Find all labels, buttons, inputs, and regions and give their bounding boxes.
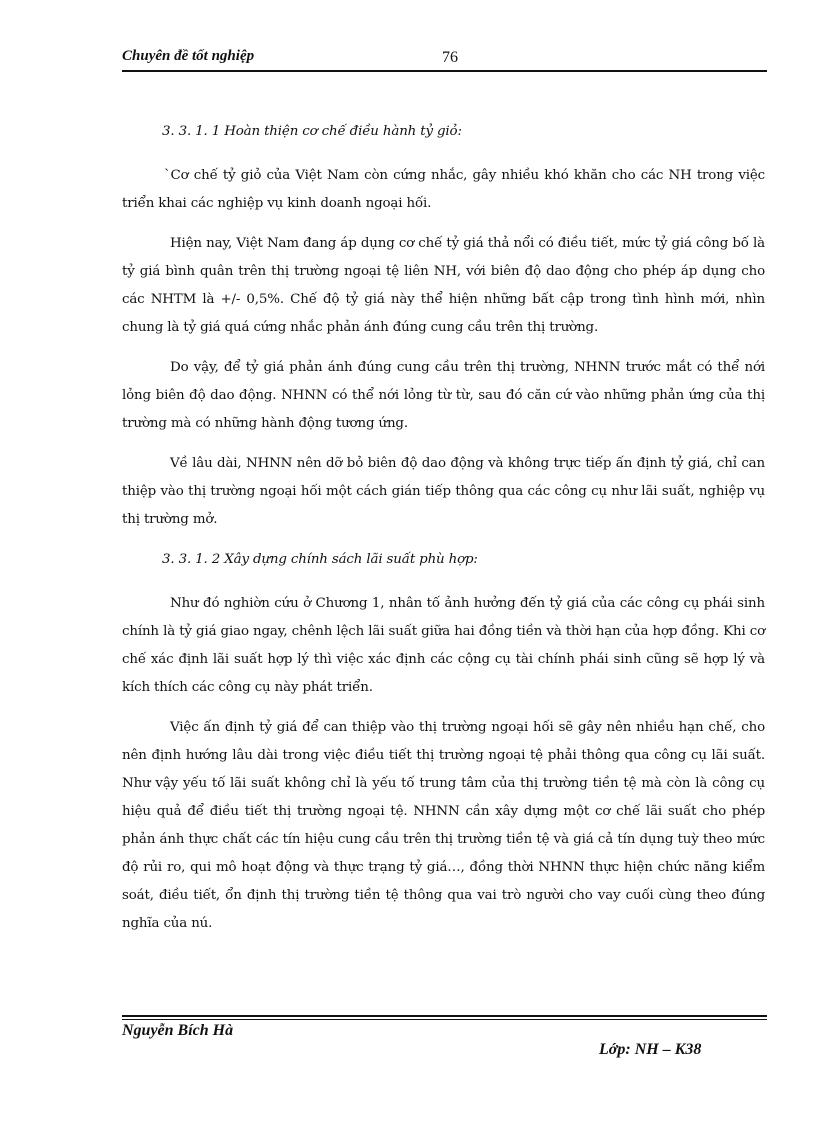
section-heading-3-3-1-2: 3. 3. 1. 2 Xây dựng chính sách lãi suất phù hợp: [162,552,478,567]
header-title: Chuyên đề tốt nghiệp [122,48,255,64]
footer-class: Lớp: NH – K38 [599,1041,702,1058]
paragraph: Do vậy, để tỷ giá phản ánh đúng cung cầu trên thị trường, NHNN trước mắt có thể nới lỏng biên độ dao động. NHNN có thể nới lỏng từ từ, sau đó căn cứ vào những phản ứng của thị trường mà có những hành động tương ứng. [122,360,765,431]
footer-divider-thick [122,1015,767,1017]
footer-author: Nguyễn Bích Hà [122,1022,234,1039]
section-heading-3-3-1-1: 3. 3. 1. 1 Hoàn thiện cơ chế điều hành tỷ giỏ: [162,124,462,139]
paragraph: `Cơ chế tỷ giỏ của Việt Nam còn cứng nhắc, gây nhiều khó khăn cho các NH trong việc triển khai các nghiệp vụ kinh doanh ngoại hối. [122,168,765,211]
document-body [122,118,765,950]
footer-divider-thin [122,1019,767,1020]
paragraph: Về lâu dài, NHNN nên dỡ bỏ biên độ dao động và không trực tiếp ấn định tỷ giá, chỉ can thiệp vào thị trường ngoại hối một cách gián tiếp thông qua các công cụ như lãi suất, nghiệp vụ thị trường mở. [122,456,765,527]
page-number: 76 [442,49,458,66]
page-header [122,48,767,72]
header-divider [122,70,767,72]
paragraph: Như đó nghiờn cứu ở Chương 1, nhân tố ảnh hưởng đến tỷ giá của các công cụ phái sinh chính là tỷ giá giao ngay, chênh lệch lãi suất giữa hai đồng tiền và thời hạn của hợp đồng. Khi cơ chế xác định lãi suất hợp lý thì việc xác định các cộng cụ tài chính phái sinh cũng sẽ hợp lý và kích thích các công cụ này phát triển. [122,596,765,695]
paragraph: Việc ấn định tỷ giá để can thiệp vào thị trường ngoại hối sẽ gây nên nhiều hạn chế, cho nên định hướng lâu dài trong việc điều tiết thị trường ngoại tệ phải thông qua công cụ lãi suất. Như vậy yếu tố lãi suất không chỉ là yếu tố trung tâm của thị trường tiền tệ mà còn là công cụ hiệu quả để điều tiết thị trường ngoại tệ. NHNN cần xây dựng một cơ chế lãi suất cho phép phản ánh thực chất các tín hiệu cung cầu trên thị trường tiền tệ và giá cả tín dụng tuỳ theo mức độ rủi ro, qui mô hoạt động và thực trạng tỷ giá…, đồng thời NHNN thực hiện chức năng kiểm soát, điều tiết, ổn định thị trường tiền tệ thông qua vai trò người cho vay cuối cùng theo đúng nghĩa của nú. [122,720,765,931]
paragraph: Hiện nay, Việt Nam đang áp dụng cơ chế tỷ giá thả nổi có điều tiết, mức tỷ giá công bố là tỷ giá bình quân trên thị trường ngoại tệ liên NH, với biên độ dao động cho phép áp dụng cho các NHTM là +/- 0,5%. Chế độ tỷ giá này thể hiện những bất cập trong tình hình mới, nhìn chung là tỷ giá quá cứng nhắc phản ánh đúng cung cầu trên thị trường. [122,236,765,335]
